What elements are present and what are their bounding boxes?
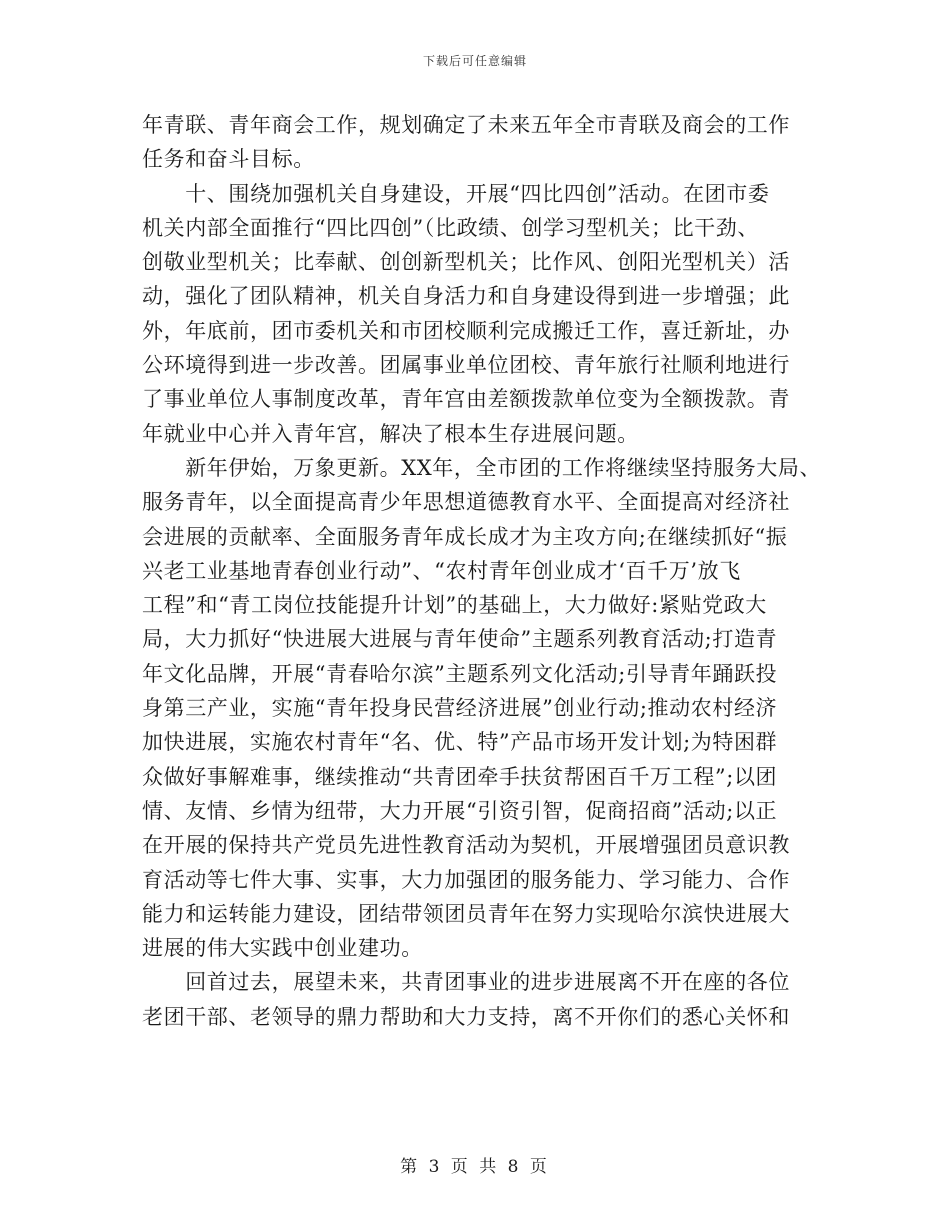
text-line: 年文化品牌，开展“青春哈尔滨”主题系列文化活动;引导青年踊跃投: [142, 661, 778, 686]
text-line: 能力和运转能力建设，团结带领团员青年在努力实现哈尔滨快进展大: [142, 901, 790, 926]
text-line: 机关内部全面推行“四比四创”（比政绩、创学习型机关；比干劲、: [142, 215, 759, 240]
text-line: 加快进展，实施农村青年“名、优、特”产品市场开发计划;为特困群: [142, 730, 778, 755]
text-line: 进展的伟大实践中创业建功。: [142, 936, 423, 961]
text-line: 年就业中心并入青年宫，解决了根本生存进展问题。: [142, 421, 639, 446]
text-line: 十、围绕加强机关自身建设，开展“四比四创”活动。在团市委: [142, 181, 770, 206]
text-line: 任务和奋斗目标。: [142, 147, 315, 172]
text-line: 老团干部、老领导的鼎力帮助和大力支持，离不开你们的悉心关怀和: [142, 1004, 790, 1029]
text-line: 兴老工业基地青春创业行动”、“农村青年创业成才‘百千万’放飞: [142, 558, 741, 583]
page-number: 第 3 页 共 8 页: [400, 1157, 550, 1177]
text-line: 创敬业型机关；比奉献、创创新型机关；比作风、创阳光型机关）活: [142, 250, 790, 275]
text-line: 服务青年，以全面提高青少年思想道德教育水平、全面提高对经济社: [142, 490, 790, 515]
text-line: 局，大力抓好“快进展大进展与青年使命”主题系列教育活动;打造青: [142, 627, 778, 652]
text-line: 工程”和“青工岗位技能提升计划”的基础上，大力做好:紧贴党政大: [142, 593, 767, 618]
text-line: 动，强化了团队精神，机关自身活力和自身建设得到进一步增强；此: [142, 284, 790, 309]
body-text: [142, 108, 822, 1034]
text-line: 公环境得到进一步改善。团属事业单位团校、青年旅行社顺利地进行: [142, 353, 790, 378]
text-line: 外，年底前，团市委机关和市团校顺利完成搬迁工作，喜迁新址，办: [142, 318, 790, 343]
page-header: 下载后可任意编辑: [422, 54, 527, 68]
text-line: 身第三产业，实施“青年投身民营经济进展”创业行动;推动农村经济: [142, 696, 778, 721]
text-line: 在开展的保持共产党员先进性教育活动为契机，开展增强团员意识教: [142, 833, 790, 858]
text-line: 情、友情、乡情为纽带，大力开展“引资引智，促商招商”活动;以正: [142, 798, 778, 823]
text-line: 新年伊始，万象更新。XX年，全市团的工作将继续坚持服务大局、: [142, 455, 822, 480]
text-line: 育活动等七件大事、实事，大力加强团的服务能力、学习能力、合作: [142, 867, 790, 892]
text-line: 年青联、青年商会工作，规划确定了未来五年全市青联及商会的工作: [142, 113, 790, 137]
text-line: 了事业单位人事制度改革，青年宫由差额拨款单位变为全额拨款。青: [142, 387, 790, 412]
text-line: 众做好事解难事，继续推动“共青团牵手扶贫帮困百千万工程”;以团: [142, 764, 778, 789]
text-line: 会进展的贡献率、全面服务青年成长成才为主攻方向;在继续抓好“振: [142, 524, 788, 549]
text-line: 回首过去，展望未来，共青团事业的进步进展离不开在座的各位: [142, 970, 790, 995]
